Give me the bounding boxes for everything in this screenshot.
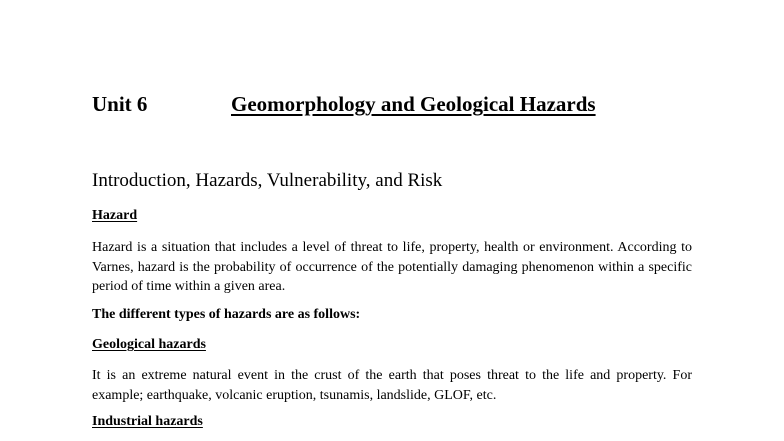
geological-hazards-heading: Geological hazards [92,337,206,352]
hazard-paragraph: Hazard is a situation that includes a level of threat to life, property, health or environment. According to Varnes, hazard is the probability of occurrence of the potentially damaging phenomenon within a specific period of time within a given area. [92,240,692,294]
unit-label: Unit 6 [92,92,148,116]
hazard-heading: Hazard [92,208,138,223]
section-heading: Introduction, Hazards, Vulnerability, and Risk [92,170,443,191]
unit-heading [92,92,692,122]
types-intro: The different types of hazards are as follows: [92,307,361,322]
unit-title: Geomorphology and Geological Hazards [231,92,596,116]
industrial-hazards-heading: Industrial hazards [92,414,203,429]
geological-hazards-paragraph: It is an extreme natural event in the crust of the earth that poses threat to the life and property. For example; earthquake, volcanic eruption, tsunamis, landslide, GLOF, etc. [92,368,692,403]
